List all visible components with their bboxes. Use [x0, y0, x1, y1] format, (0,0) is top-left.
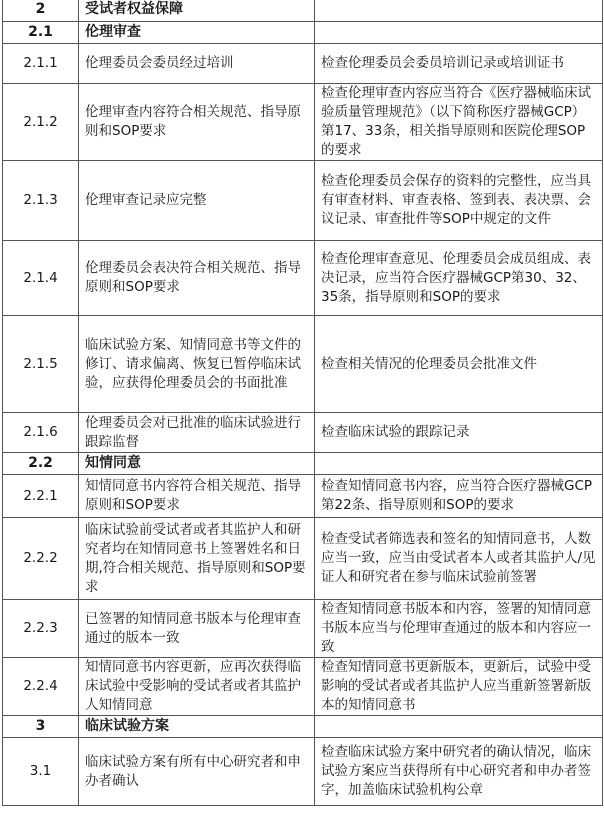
table-row — [3, 413, 603, 453]
requirement-cell: 已签署的知情同意书版本与伦理审查通过的版本一致 — [79, 600, 315, 658]
inspection-method-cell: 检查伦理审查内容应当符合《医疗器械临床试验质量管理规范》（以下简称医疗器械GCP）第17、33条，相关指导原则和医院伦理SOP的要求 — [315, 84, 603, 161]
section-number: 2.2 — [3, 453, 79, 475]
item-number: 2.1.2 — [3, 84, 79, 161]
section-title: 伦理审查 — [79, 22, 315, 44]
table-row — [3, 475, 603, 518]
item-number: 2.2.4 — [3, 658, 79, 716]
item-number: 2.1.5 — [3, 316, 79, 413]
inspection-method-cell: 检查伦理委员会保存的资料的完整性，应当具有审查材料、审查表格、签到表、表决票、会议记录、审查批件等SOP中规定的文件 — [315, 161, 603, 241]
table-row — [3, 600, 603, 658]
inspection-method-cell: 检查临床试验的跟踪记录 — [315, 413, 603, 453]
item-number: 3.1 — [3, 738, 79, 806]
inspection-method-cell: 检查相关情况的伦理委员会批准文件 — [315, 316, 603, 413]
table-row — [3, 44, 603, 84]
item-number: 2.1.4 — [3, 241, 79, 316]
requirement-cell: 临床试验方案有所有中心研究者和申办者确认 — [79, 738, 315, 806]
table-row — [3, 738, 603, 806]
inspection-method-cell: 检查受试者筛选表和签名的知情同意书，人数应当一致，应当由受试者本人或者其监护人/见证人和研究者在参与临床试验前签署 — [315, 518, 603, 600]
section-row — [3, 453, 603, 475]
table-row — [3, 161, 603, 241]
requirement-cell: 伦理委员会表决符合相关规范、指导原则和SOP要求 — [79, 241, 315, 316]
section-number: 2 — [3, 0, 79, 22]
requirement-cell: 知情同意书内容更新，应再次获得临床试验中受影响的受试者或者其监护人知情同意 — [79, 658, 315, 716]
requirement-cell: 伦理审查内容符合相关规范、指导原则和SOP要求 — [79, 84, 315, 161]
section-title: 知情同意 — [79, 453, 315, 475]
requirement-cell: 伦理委员会委员经过培训 — [79, 44, 315, 84]
requirement-cell: 临床试验方案、知情同意书等文件的修订、请求偏离、恢复已暂停临床试验，应获得伦理委员会的书面批准 — [79, 316, 315, 413]
requirement-cell: 临床试验前受试者或者其监护人和研究者均在知情同意书上签署姓名和日期,符合相关规范、指导原则和SOP要求 — [79, 518, 315, 600]
item-number: 2.1.1 — [3, 44, 79, 84]
table-row — [3, 316, 603, 413]
inspection-method-cell: 检查伦理审查意见、伦理委员会成员组成、表决记录，应当符合医疗器械GCP第30、32、35条，指导原则和SOP的要求 — [315, 241, 603, 316]
item-number: 2.1.6 — [3, 413, 79, 453]
requirement-cell: 伦理审查记录应完整 — [79, 161, 315, 241]
section-title: 临床试验方案 — [79, 716, 315, 738]
inspection-checklist-table — [2, 0, 603, 806]
item-number: 2.2.3 — [3, 600, 79, 658]
section-empty-cell — [315, 716, 603, 738]
requirement-cell: 伦理委员会对已批准的临床试验进行跟踪监督 — [79, 413, 315, 453]
inspection-method-cell: 检查知情同意书更新版本，更新后，试验中受影响的受试者或者其监护人应当重新签署新版本的知情同意书 — [315, 658, 603, 716]
table-row — [3, 84, 603, 161]
item-number: 2.1.3 — [3, 161, 79, 241]
inspection-method-cell: 检查临床试验方案中研究者的确认情况，临床试验方案应当获得所有中心研究者和申办者签字，加盖临床试验机构公章 — [315, 738, 603, 806]
section-number: 2.1 — [3, 22, 79, 44]
section-row — [3, 22, 603, 44]
table-row — [3, 518, 603, 600]
table-row — [3, 241, 603, 316]
section-empty-cell — [315, 22, 603, 44]
section-title: 受试者权益保障 — [79, 0, 315, 22]
inspection-method-cell: 检查知情同意书版本和内容，签署的知情同意书版本应当与伦理审查通过的版本和内容应一致 — [315, 600, 603, 658]
requirement-cell: 知情同意书内容符合相关规范、指导原则和SOP要求 — [79, 475, 315, 518]
section-empty-cell — [315, 453, 603, 475]
table-row — [3, 658, 603, 716]
section-number: 3 — [3, 716, 79, 738]
item-number: 2.2.2 — [3, 518, 79, 600]
item-number: 2.2.1 — [3, 475, 79, 518]
section-row — [3, 716, 603, 738]
section-empty-cell — [315, 0, 603, 22]
inspection-method-cell: 检查伦理委员会委员培训记录或培训证书 — [315, 44, 603, 84]
inspection-method-cell: 检查知情同意书内容，应当符合医疗器械GCP第22条、指导原则和SOP的要求 — [315, 475, 603, 518]
section-row — [3, 0, 603, 22]
